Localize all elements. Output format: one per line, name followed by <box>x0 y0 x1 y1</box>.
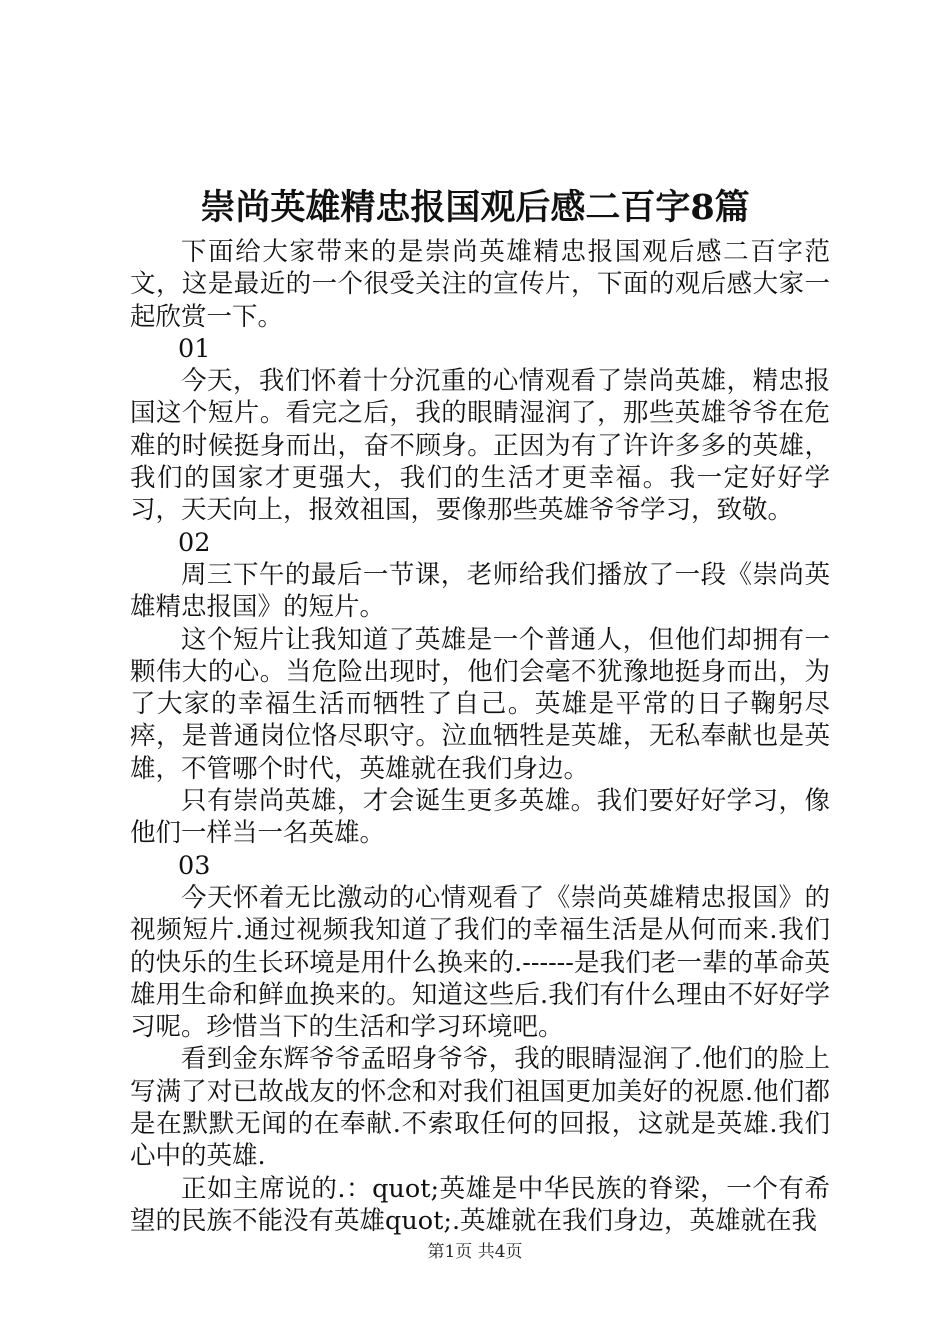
section-number: 02 <box>178 527 211 558</box>
section-number: 03 <box>178 850 211 881</box>
page-footer: 第1页 共4页 <box>427 1242 523 1262</box>
section-paragraph: 正如主席说的.：quot;英雄是中华民族的脊梁，一个有希望的民族不能没有英雄quot;.英雄就在我们身边，英雄就在我 <box>130 1173 830 1236</box>
document-body <box>130 236 830 1237</box>
document-title: 崇尚英雄精忠报国观后感二百字8篇 <box>200 187 750 228</box>
section-paragraph: 周三下午的最后一节课，老师给我们播放了一段《崇尚英雄精忠报国》的短片。 <box>130 559 830 623</box>
section-paragraph: 看到金东辉爷爷孟昭身爷爷，我的眼睛湿润了.他们的脸上写满了对已故战友的怀念和对我们祖国更加美好的祝愿.他们都是在默默无闻的在奉献.不索取任何的回报，这就是英雄.我们心中的英雄. <box>130 1044 830 1172</box>
section-paragraph: 今天怀着无比激动的心情观看了《崇尚英雄精忠报国》的视频短片.通过视频我知道了我们的幸福生活是从何而来.我们的快乐的生长环境是用什么换来的.------是我们老一辈的革命英雄用生命和鲜血换来的。知道这些后.我们有什么理由不好好学习呢。珍惜当下的生活和学习环境吧。 <box>130 882 830 1043</box>
intro-paragraph: 下面给大家带来的是崇尚英雄精忠报国观后感二百字范文，这是最近的一个很受关注的宣传片，下面的观后感大家一起欣赏一下。 <box>130 237 830 332</box>
section-03 <box>130 850 830 1238</box>
section-01 <box>130 333 830 527</box>
section-paragraph: 只有崇尚英雄，才会诞生更多英雄。我们要好好学习，像他们一样当一名英雄。 <box>130 786 830 849</box>
section-paragraph: 今天，我们怀着十分沉重的心情观看了崇尚英雄，精忠报国这个短片。看完之后，我的眼睛湿润了，那些英雄爷爷在危难的时候挺身而出，奋不顾身。正因为有了许许多多的英雄，我们的国家才更强大，我们的生活才更幸福。我一定好好学习，天天向上，报效祖国，要像那些英雄爷爷学习，致敬。 <box>130 366 830 526</box>
section-paragraph: 这个短片让我知道了英雄是一个普通人，但他们却拥有一颗伟大的心。当危险出现时，他们会毫不犹豫地挺身而出，为了大家的幸福生活而牺牲了自己。英雄是平常的日子鞠躬尽瘁，是普通岗位恪尽职守。泣血牺牲是英雄，无私奉献也是英雄，不管哪个时代，英雄就在我们身边。 <box>130 624 830 784</box>
section-02 <box>130 527 830 850</box>
section-number: 01 <box>178 333 211 364</box>
